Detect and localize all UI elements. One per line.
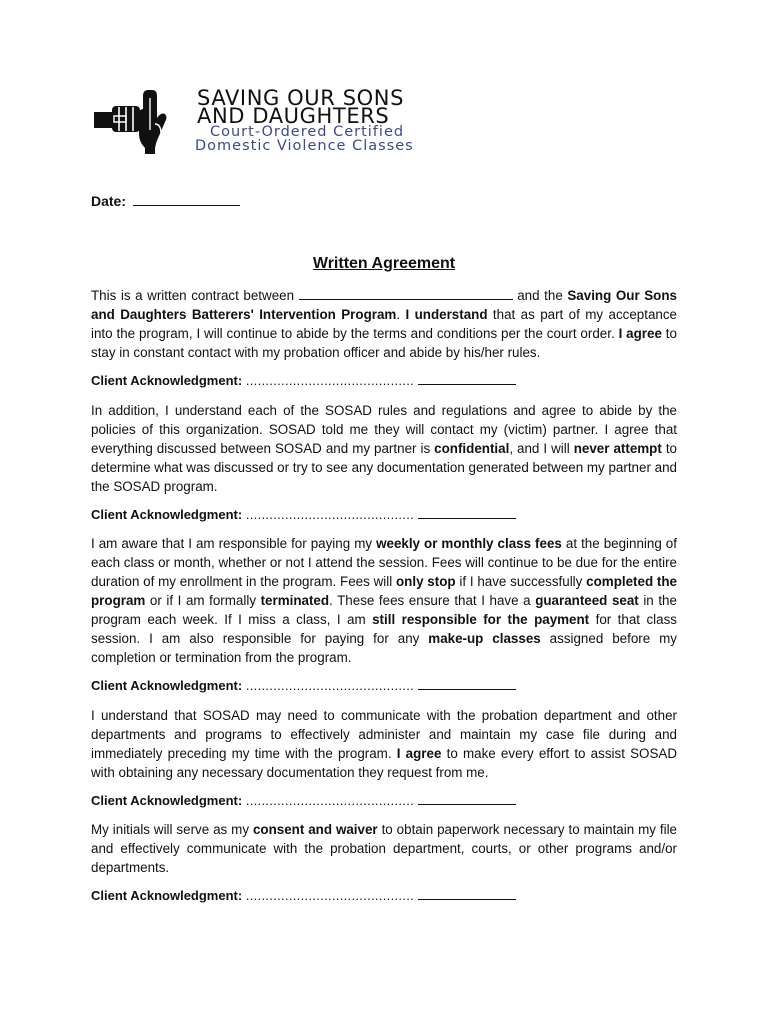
paragraph-contract [91, 286, 677, 362]
logo-subtitle-line1: Court-Ordered Certified [210, 124, 405, 140]
ack-initials-line[interactable] [418, 899, 516, 900]
paragraph-communication [91, 706, 677, 782]
ack-label: Client Acknowledgment: [91, 888, 243, 903]
p5-text-a: My initials will serve as my [91, 822, 250, 837]
client-acknowledgment-2 [91, 507, 516, 522]
paragraph-rules [91, 401, 677, 496]
p1-text-b: and the [517, 288, 563, 303]
p1-text-a: This is a written contract between [91, 288, 295, 303]
p3-text-g: or if I am formally [149, 593, 257, 608]
p1-text-d: . [396, 307, 401, 322]
p3-class-fees: weekly or monthly class fees [376, 536, 562, 551]
logo-title-line1: SAVING OUR SONS [197, 86, 405, 110]
p3-make-up-classes: make-up classes [428, 631, 541, 646]
p3-text-e: if I have successfully [459, 574, 583, 589]
ack-label: Client Acknowledgment: [91, 793, 243, 808]
p3-terminated: terminated [260, 593, 330, 608]
client-acknowledgment-3 [91, 678, 516, 693]
ack-initials-line[interactable] [418, 804, 516, 805]
page-title: Written Agreement [312, 255, 456, 272]
sosad-logo [92, 88, 472, 158]
ack-dots: ........................................... [245, 507, 415, 522]
p3-text-o: assigned before my completion or termination from the program. [91, 631, 677, 665]
logo-title-line2: AND DAUGHTERS [197, 104, 390, 128]
p4-text-a: I understand that SOSAD may need to communicate with the probation department and other departments and programs to effectively administer and maintain my case file during and immediately preceding my time with the program. [91, 708, 677, 761]
paragraph-fees [91, 534, 677, 667]
p3-only-stop: only stop [395, 574, 456, 589]
client-acknowledgment-1 [91, 373, 516, 388]
p3-still-responsible: still responsible for the payment [372, 612, 590, 627]
p3-completed: completed the program [91, 574, 677, 608]
logo-subtitle-line2: Domestic Violence Classes [195, 138, 414, 154]
paragraph-consent [91, 820, 677, 877]
ack-dots: ........................................... [245, 888, 415, 903]
p2-text-c: , and I will [509, 441, 570, 456]
p4-i-agree: I agree [396, 746, 442, 761]
client-acknowledgment-4 [91, 793, 516, 808]
ack-label: Client Acknowledgment: [91, 507, 243, 522]
fist-and-hand-icon [92, 88, 182, 154]
p5-text-c: to obtain paperwork necessary to maintain my file and effectively communicate with the probation department, courts, or other programs and/or departments. [91, 822, 677, 875]
ack-initials-line[interactable] [418, 689, 516, 690]
p2-text-a: In addition, I understand each of the SOSAD rules and regulations and agree to abide by the policies of this organization. SOSAD told me they will contact my (victim) partner. I agree that everything discussed between SOSAD and my partner is [91, 403, 677, 456]
p3-text-m: for that class session. I am also responsible for paying for any [91, 612, 677, 646]
p2-text-e: to determine what was discussed or try to see any documentation generated between my partner and the SOSAD program. [91, 441, 677, 494]
contract-name-blank-line[interactable] [299, 299, 513, 300]
p1-i-understand: I understand [405, 307, 488, 322]
p3-text-i: . These fees ensure that I have a [329, 593, 531, 608]
p1-text-f: that as part of my acceptance into the program, I will continue to abide by the terms and conditions per the court order. [91, 307, 677, 341]
p2-never-attempt: never attempt [573, 441, 662, 456]
date-label: Date: [91, 193, 127, 209]
p4-text-c: to make every effort to assist SOSAD with obtaining any necessary documentation they request from me. [91, 746, 677, 780]
client-acknowledgment-5 [91, 888, 516, 903]
ack-label: Client Acknowledgment: [91, 373, 243, 388]
p3-text-c: at the beginning of each class or month, whether or not I attend the session. Fees will continue to be due for the entire duration of my enrollment in the program. Fees will [91, 536, 677, 589]
ack-initials-line[interactable] [418, 384, 516, 385]
p1-i-agree: I agree [618, 326, 662, 341]
ack-dots: ........................................... [245, 678, 415, 693]
ack-initials-line[interactable] [418, 518, 516, 519]
ack-dots: ........................................... [245, 793, 415, 808]
p3-guaranteed-seat: guaranteed seat [535, 593, 639, 608]
p2-confidential: confidential [434, 441, 510, 456]
date-blank-line[interactable] [133, 205, 240, 206]
date-field [91, 193, 240, 209]
p5-consent-waiver: consent and waiver [252, 822, 378, 837]
p1-text-h: to stay in constant contact with my probation officer and abide by his/her rules. [91, 326, 677, 360]
ack-label: Client Acknowledgment: [91, 678, 243, 693]
p1-program-name: Saving Our Sons and Daughters Batterers' Intervention Program [91, 288, 677, 322]
p3-text-a: I am aware that I am responsible for paying my [91, 536, 373, 551]
p3-text-k: in the program each week. If I miss a class, I am [91, 593, 677, 627]
ack-dots: ........................................... [245, 373, 415, 388]
